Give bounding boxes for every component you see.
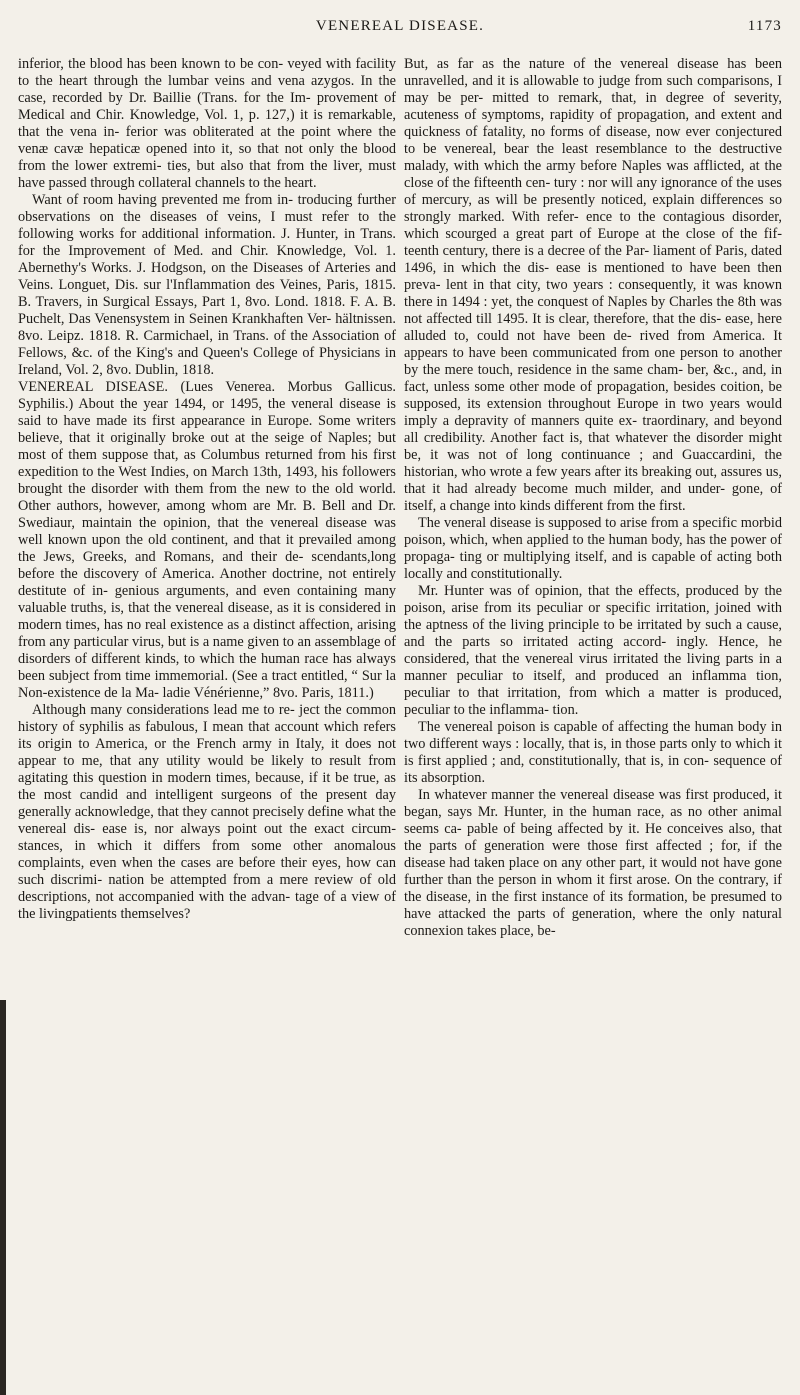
binding-edge — [0, 1000, 6, 1395]
paragraph-vena-cava: inferior, the blood has been known to be con- veyed with facility to the heart through the lumbar veins and vena azygos. In the case, recorded by Dr. Baillie (Trans. for the Im- provement of Medical and Chir. Knowledge, Vol. 1, p. 127,) it is remarkable, that the vena in- ferior was obliterated at the point where the venæ cavæ hepaticæ opened into it, so that not only the blood from the lower extremi- ties, but also that from the liver, must have passed through collateral channels to the heart. — [18, 56, 396, 191]
running-header — [0, 18, 800, 40]
paragraph-two-ways: The venereal poison is capable of affecting the human body in two different ways : locally, that is, in those parts only to which it is first applied ; and, constitutionally, that is, in con- sequence of its absorption. — [404, 719, 782, 786]
paragraph-history-syphilis: Although many considerations lead me to re- ject the common history of syphilis as fabulous, I mean that account which refers its origin to America, or the French army in Italy, it does not appear to me, that any utility would be likely to result from agitating this question in modern times, because, if it be true, as the most candid and intelligent surgeons of the present day generally acknowledge, that they cannot precisely define what the venereal dis- ease is, nor always point out the exact circum- stances, in which it differs from some other anomalous complaints, even when the cases are before their eyes, how can such discrimi- nation be attempted from a mere review of old descriptions, not accompanied with the advan- tage of a view of the livingpatients themselves? — [18, 702, 396, 922]
paragraph-first-produced: In whatever manner the venereal disease was first produced, it began, says Mr. Hunter, in the human race, as no other animal seems ca- pable of being affected by it. He conceives also, that the parts of generation were those first affected ; for, if the disease had taken place on any other part, it would not have gone further than the person in whom it first arose. On the contrary, if the disease, in the first instance of its formation, be presumed to have attacked the parts of generation, where the only natural connexion takes place, be- — [404, 787, 782, 939]
paragraph-morbid-poison: The veneral disease is supposed to arise from a specific morbid poison, which, when applied to the human body, has the power of propaga- ting or multiplying itself, and is capable of acting both locally and constitutionally. — [404, 515, 782, 582]
right-column — [404, 56, 782, 940]
paragraph-hunter-opinion: Mr. Hunter was of opinion, that the effects, produced by the poison, arise from its peculiar or specific irritation, joined with the aptness of the living principle to be irritated by such a cause, and the parts so irritated acting accord- ingly. Hence, he considered, that the venereal virus irritated the living parts in a manner peculiar to itself, and produced an inflamma tion, peculiar to that irritation, from which a matter is produced, peculiar to the inflamma- tion. — [404, 583, 782, 718]
running-title: VENEREAL DISEASE. — [315, 18, 485, 34]
left-column — [18, 56, 396, 923]
paragraph-references: Want of room having prevented me from in- troducing further observations on the diseases of veins, I must refer to the following works for additional information. J. Hunter, in Trans. for the Improvement of Med. and Chir. Knowledge, Vol. 1. Abernethy's Works. J. Hodgson, on the Diseases of Arteries and Veins. Longuet, Dis. sur l'Inflammation des Veines, Paris, 1815. B. Travers, in Surgical Essays, Part 1, 8vo. Lond. 1818. F. A. B. Puchelt, Das Venensystem in Seinen Krankhaften Ver- hältnissen. 8vo. Leipz. 1818. R. Carmichael, in Trans. of the Association of Fellows, &c. of the King's and Queen's College of Physicians in Ireland, Vol. 2, 8vo. Dublin, 1818. — [18, 192, 396, 378]
page-number: 1173 — [747, 18, 782, 34]
paragraph-nature-of-disease: But, as far as the nature of the venereal disease has been unravelled, and it is allowable to judge from such comparisons, I may be per- mitted to remark, that, in degree of severity, acuteness of symptoms, rapidity of propagation, and extent and quickness of fatality, no forms of disease, now ever conjectured to be venereal, bear the least resemblance to the destructive malady, with which the army before Naples was afflicted, at the close of the fifteenth cen- tury : nor will any ignorance of the uses of mercury, as will be presently noticed, explain differences so strongly marked. With refer- ence to the contagious disorder, which scourged a great part of Europe at the close of the fif- teenth century, there is a decree of the Par- liament of Paris, dated 1496, in which the dis- ease is mentioned to have been then preva- lent in that city, two years : consequently, it was known there in 1494 : yet, the conquest of Naples by Charles the 8th was not affected till 1495. It is clear, therefore, that the dis- ease, here alluded to, could not have been de- rived from America. It appears to have been communicated from one person to another by the mere touch, residence in the same cham- ber, &c., and, in fact, unless some other mode of propagation, besides coition, be supposed, its extension throughout Europe in two years would imply a depravity of manners quite ex- traordinary, and beyond all credibility. Another fact is, that whatever the disorder might be, it was not of long continuance ; and Guaccardini, the historian, who wrote a few years after its breaking out, assures us, that it had already become much milder, and under- gone, of itself, a change into kinds different from the first. — [404, 56, 782, 514]
paragraph-venereal-disease-entry: VENEREAL DISEASE. (Lues Venerea. Morbus Gallicus. Syphilis.) About the year 1494, or 1495, the veneral disease is said to have made its first appearance in Europe. Some writers believe, that it originally broke out at the seige of Naples; but most of them suppose that, as Columbus returned from his first expedition to the West Indies, on March 13th, 1493, his followers brought the disorder with them from the new to the old world. Other authors, however, among whom are Mr. B. Bell and Dr. Swediaur, maintain the opinion, that the venereal disease was well known upon the old continent, and that it prevailed among the Jews, Greeks, and Romans, and their de- scendants,long before the discovery of America. Another doctrine, not entirely destitute of in- genious arguments, and even containing many valuable truths, is, that the venereal disease, as it is considered in modern times, has no real existence as a distinct affection, arising from any particular virus, but is a name given to an assemblage of disorders of different kinds, to which the human race has always been subject from time immemorial. (See a tract entitled, “ Sur la Non-existence de la Ma- ladie Vénérienne,” 8vo. Paris, 1811.) — [18, 379, 396, 701]
